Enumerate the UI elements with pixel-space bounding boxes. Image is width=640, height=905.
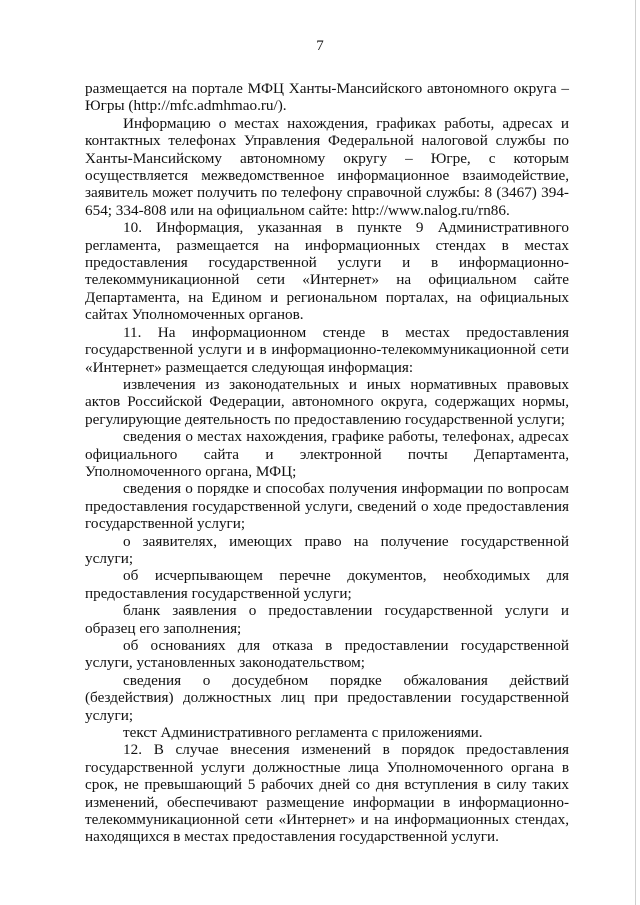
- paragraph-item-10: 10. Информация, указанная в пункте 9 Административного регламента, размещается на информационных стендах в местах предоставления государственной услуги и в информационно-телекоммуникационной сети «Интернет» на официальном сайте Департамента, на Едином и региональном порталах, на официальных сайтах Уполномоченных органов.: [85, 219, 569, 324]
- paragraph-portal-mfc: размещается на портале МФЦ Ханты-Мансийского автономного округа – Югры (http://mfc.admhmao.ru/).: [85, 80, 569, 115]
- list-item-regulation-text: текст Административного регламента с приложениями.: [123, 724, 483, 742]
- list-item-applicants: о заявителях, имеющих право на получение государственной услуги;: [85, 532, 569, 567]
- list-item-info-procedure: сведения о порядке и способах получения информации по вопросам предоставления государственной услуги, сведений о ходе предоставления государственной услуги;: [85, 480, 569, 533]
- document-body: [85, 80, 569, 846]
- list-item-documents: об исчерпывающем перечне документов, необходимых для предоставления государственной услуги;: [85, 567, 569, 602]
- paragraph-item-11: 11. На информационном стенде в местах предоставления государственной услуги и в информационно-телекоммуникационной сети «Интернет» размещается следующая информация:: [85, 323, 569, 376]
- list-item-locations-contacts: сведения о местах нахождения, графике работы, телефонах, адресах официального сайта и электронной почты Департамента, Уполномоченного органа, МФЦ;: [85, 428, 569, 480]
- paragraph-tax-service-info: Информацию о местах нахождения, графиках работы, адресах и контактных телефонах Управления Федеральной налоговой службы по Ханты-Мансийскому автономному округу – Югре, с которым осуществляется межведомственное информационное взаимодействие, заявитель может получить по телефону справочной службы: 8 (3467) 394-654; 334-808 или на официальном сайте: http://www.nalog.ru/rn86.: [85, 114, 569, 219]
- list-item-appeal-procedure: сведения о досудебном порядке обжалования действий (бездействия) должностных лиц при предоставлении государственной услуги;: [85, 671, 569, 724]
- page-number: 7: [316, 38, 324, 54]
- list-item-application-form: бланк заявления о предоставлении государственной услуги и образец его заполнения;: [85, 602, 569, 637]
- list-item-legal-extracts: извлечения из законодательных и иных нормативных правовых актов Российской Федерации, автономного округа, содержащих нормы, регулирующие деятельность по предоставлению государственной услуги;: [85, 375, 569, 428]
- paragraph-item-12: 12. В случае внесения изменений в порядок предоставления государственной услуги должностные лица Уполномоченного органа в срок, не превышающий 5 рабочих дней со дня вступления в силу таких изменений, обеспечивают размещение информации в информационно-телекоммуникационной сети «Интернет» и на информационных стендах, находящихся в местах предоставления государственной услуги.: [85, 741, 569, 846]
- list-item-refusal-grounds: об основаниях для отказа в предоставлении государственной услуги, установленных законодательством;: [85, 637, 569, 672]
- page-edge-line: [635, 0, 636, 905]
